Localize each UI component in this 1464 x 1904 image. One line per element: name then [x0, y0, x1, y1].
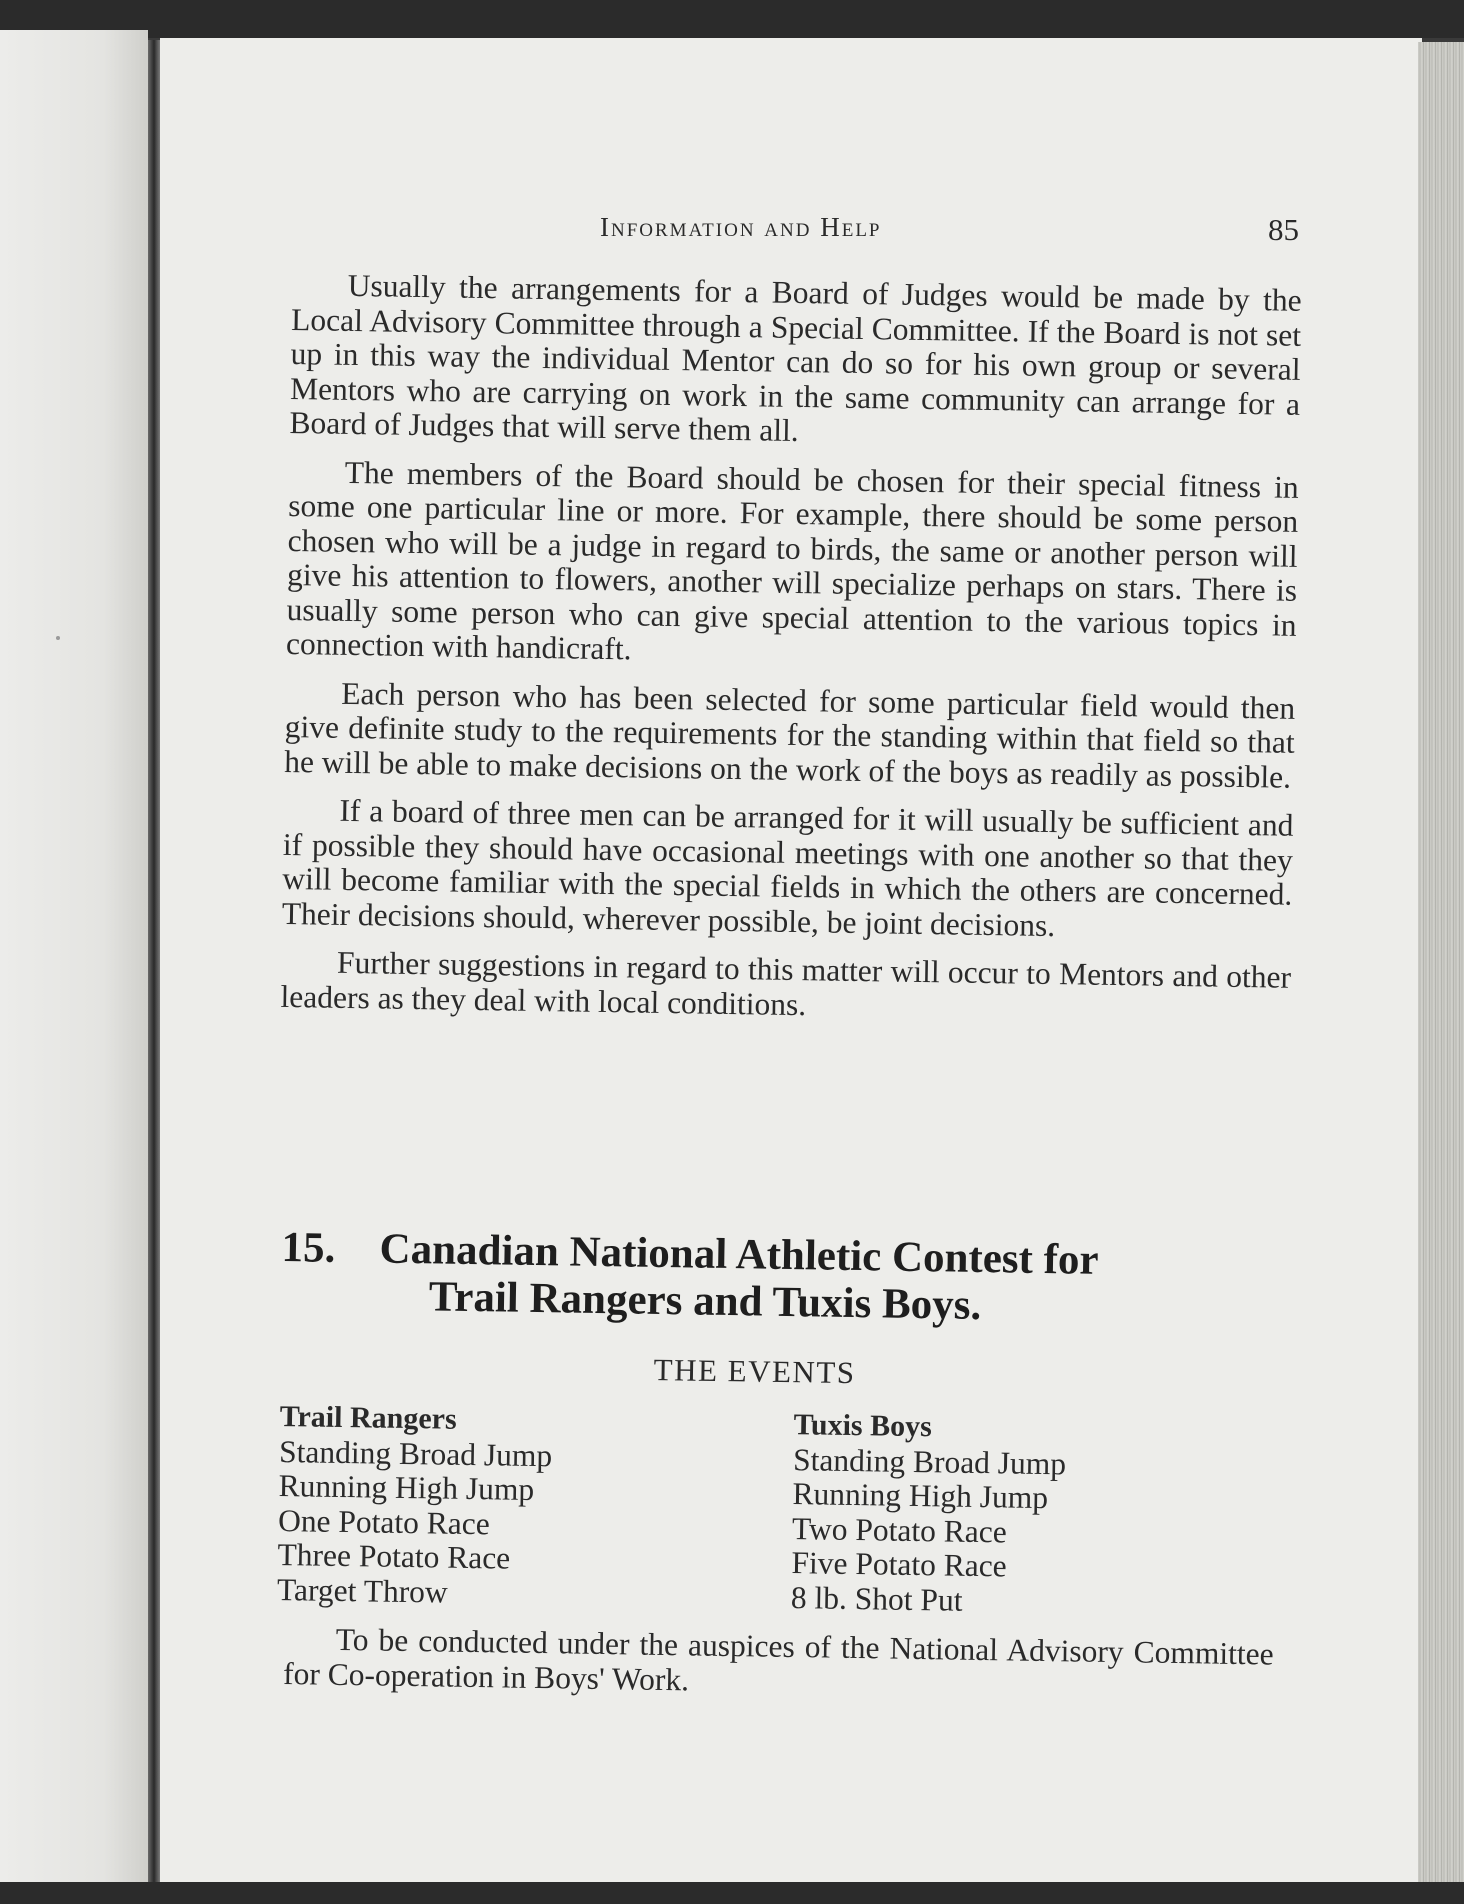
event-item: Standing Broad Jump: [278, 1433, 553, 1473]
page-number: 85: [1268, 212, 1299, 247]
body-text: [280, 268, 1302, 1044]
event-item: Three Potato Race: [277, 1536, 511, 1576]
scanner-top-border: [0, 0, 1464, 38]
paragraph: The members of the Board should be chosen for their special fitness in some one particular line or more. For example, there should be some person chosen who will be a judge in regard to birds, the same or another person will give his attention to flowers, another will specialize perhaps on stars. There is usually some person who can give special attention to the various topics in connection with handicraft.: [285, 454, 1299, 667]
tuxis-boys-column: [791, 1408, 1067, 1619]
events-title: THE EVENTS: [653, 1352, 856, 1391]
paragraph: Usually the arrangements for a Board of Judges would be made by the Local Advisory Committee through a Special Committee. If the Board is not set up in this way the individual Mentor can do so for his own group or several Mentors who are carrying on work in the same community can arrange for a Board of Judges that will serve them all.: [289, 267, 1302, 448]
tuxis-boys-heading: Tuxis Boys: [793, 1408, 933, 1444]
section-title-line1: Canadian National Athletic Contest for: [379, 1225, 1099, 1284]
paper-speck: [56, 636, 60, 640]
section-number: 15.: [281, 1224, 336, 1272]
book-gutter: [148, 40, 160, 1890]
section-title-line2: Trail Rangers and Tuxis Boys.: [428, 1273, 982, 1329]
running-head: Information and Help: [600, 212, 882, 242]
paragraph: Further suggestions in regard to this matter will occur to Mentors and other leaders as they deal with local conditions.: [280, 944, 1292, 1022]
event-item: Two Potato Race: [791, 1510, 1008, 1549]
event-item: 8 lb. Shot Put: [790, 1579, 963, 1618]
paragraph: If a board of three men can be arranged for it will usually be sufficient and if possible they should have occasional meetings with one another so that they will become familiar with the special fields in which the others are concerned. Their decisions should, wherever possible, be joint decisions.: [281, 792, 1294, 943]
event-item: One Potato Race: [277, 1502, 491, 1541]
trail-rangers-heading: Trail Rangers: [279, 1400, 457, 1436]
scanner-bottom-border: [0, 1882, 1464, 1904]
event-item: Running High Jump: [278, 1467, 535, 1508]
footnote: To be conducted under the auspices of the National Advisory Committee for Co-operation in Boys' Work.: [282, 1621, 1274, 1697]
event-item: Target Throw: [276, 1571, 449, 1610]
section-heading: [281, 1224, 1292, 1334]
event-item: Five Potato Race: [791, 1545, 1007, 1584]
event-item: Standing Broad Jump: [792, 1441, 1067, 1481]
paragraph: Each person who has been selected for some particular field would then give definite study to the requirements for the standing within that field so that he will be able to make decisions on the work of the boys as readily as possible.: [283, 675, 1296, 795]
facing-page-edge: [0, 30, 148, 1890]
trail-rangers-column: [277, 1400, 553, 1611]
page-stack-edge: [1418, 42, 1464, 1888]
event-item: Running High Jump: [792, 1476, 1049, 1516]
